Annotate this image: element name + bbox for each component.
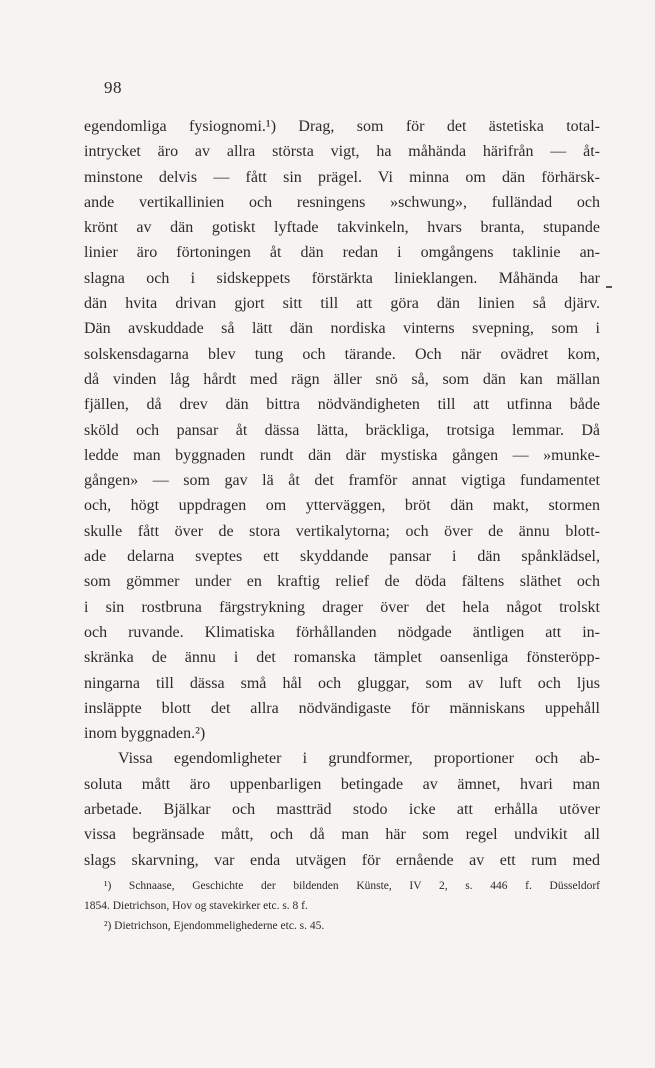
margin-mark [606,286,612,288]
text-line: soluta mått äro uppenbarligen betingade av ämnet, hvari man [84,775,600,793]
text-line: slagna och i sidskeppets förstärkta linieklangen. Måhända har [84,269,600,287]
text-line: då vinden låg hårdt med rägn äller snö så, som dän kan mällan [84,370,600,388]
text-line: egendomliga fysiognomi.¹) Drag, som för det ästetiska total- [84,118,600,135]
footnote-1-continued: 1854. Dietrichson, Hov og stavekirker etc. s. 8 f. [84,900,308,912]
footnotes [84,876,600,936]
text-line: skränka de ännu i det romanska tämplet oansenliga fönsteröpp- [84,649,600,667]
text-line: intrycket äro av allra största vigt, ha måhända härifrån — åt- [84,143,600,161]
body-text [84,114,600,873]
page-number: 98 [104,78,122,97]
text-line: inom byggnaden.²) [84,725,206,743]
text-line: och, högt uppdragen om ytterväggen, bröt dän makt, stormen [84,497,600,515]
text-line: skulle fått över de stora vertikalytorna; och över de ännu blott- [84,522,600,540]
footnote-2: ²) Dietrichson, Ejendommelighederne etc. s. 45. [104,920,325,932]
text-line: Dän avskuddade så lätt dän nordiska vinterns svepning, som i [84,320,600,338]
text-line: vissa begränsade mått, och då man här som regel undvikit all [84,826,600,844]
text-line: ledde man byggnaden rundt dän där mystiska gången — »munke- [84,446,600,464]
footnote-1: ¹) Schnaase, Geschichte der bildenden Künste, IV 2, s. 446 f. Düsseldorf [104,880,600,892]
text-line: gången» — som gav lä åt det framför annat vigtiga fundamentet [84,472,600,490]
text-line: Vissa egendomligheter i grundformer, proportioner och ab- [118,750,600,768]
text-line: solskensdagarna blev tung och tärande. Och när ovädret kom, [84,345,600,363]
text-line: slags skarvning, var enda utvägen för ernående av ett rum med [84,851,600,869]
text-line: krönt av dän gotiskt lyftade takvinkeln, hvars branta, stupande [84,219,600,237]
text-line: dän hvita drivan gjort sitt till att göra dän linien så djärv. [84,295,600,313]
text-line: fjällen, då drev dän bittra nödvändigheten till att utfinna både [84,396,600,414]
text-line: i sin rostbruna färgstrykning drager över det hela något trolskt [84,598,600,616]
text-line: arbetade. Bjälkar och mastträd stodo icke att erhålla utöver [84,801,600,819]
text-line: sköld och pansar åt dässa lätta, bräckliga, trotsiga lemmar. Då [84,421,600,439]
text-line: linier äro förtoningen åt dän redan i omgångens taklinie an- [84,244,600,262]
text-line: ade delarna sveptes ett skyddande pansar i dän spånklädsel, [84,548,600,566]
text-line: som gömmer under en kraftig relief de döda fältens släthet och [84,573,600,591]
text-line: minstone delvis — fått sin prägel. Vi minna om dän förhärsk- [84,168,600,186]
text-line: och ruvande. Klimatiska förhållanden nödgade äntligen att in- [84,623,600,641]
text-line: ningarna till dässa små hål och gluggar, som av luft och ljus [84,674,600,692]
text-line: ande vertikallinien och resningens »schwung», fulländad och [84,193,600,211]
text-line: insläppte blott det allra nödvändigaste för människans uppehåll [84,699,600,717]
